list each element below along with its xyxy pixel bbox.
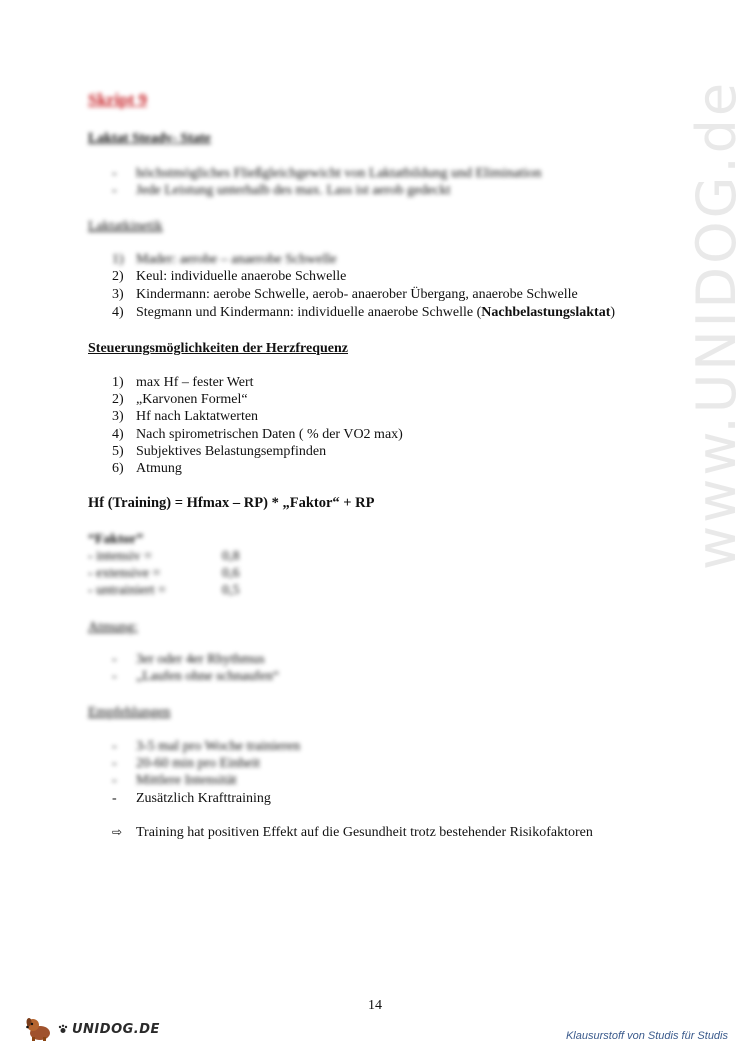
list-item: max Hf – fester Wert (136, 375, 254, 390)
list-item: „Laufen ohne schnaufen“ (136, 669, 280, 684)
list-number: 4) (112, 305, 124, 320)
arrow-right-icon: ⇨ (112, 825, 123, 839)
list-item: Mittlere Intensität (136, 773, 237, 788)
list-dash: - (112, 773, 117, 788)
section-heading-laktat-steady-state: Laktat Steady- State (88, 131, 211, 146)
section1-list (0, 166, 750, 206)
footer-tagline: Klausurstoff von Studis für Studis (565, 1030, 728, 1042)
page-number: 14 (368, 998, 382, 1013)
list-item-after: ) (610, 305, 616, 320)
dog-icon (24, 1016, 54, 1042)
logo-text: UNIDOG.DE (72, 1021, 160, 1037)
paw-icon (58, 1024, 68, 1034)
list-item: Zusätzlich Krafttraining (136, 791, 271, 806)
atmung-list (0, 652, 750, 692)
list-dash: - (112, 791, 117, 806)
list-item-text: Stegmann und Kindermann: individuelle anaerobe Schwelle ( (136, 305, 482, 320)
section3-list (0, 375, 750, 485)
section-heading-atmung: Atmung: (88, 620, 138, 635)
list-item: Keul: individuelle anaerobe Schwelle (136, 269, 347, 284)
list-dash: - (112, 166, 117, 181)
faktor-label: - extensive = (88, 566, 161, 581)
list-item (136, 305, 615, 321)
list-item: Jede Leistung unterhalb des max. Lass ist aerob gedeckt (136, 183, 451, 198)
list-number: 2) (112, 269, 124, 284)
list-item: „Karvonen Formel“ (136, 392, 248, 407)
section-heading-laktatkinetik: Laktatkinetik (88, 219, 163, 234)
faktor-label: - intensiv = (88, 549, 152, 564)
faktor-value: 0,8 (222, 549, 240, 564)
faktor-value: 0,5 (222, 583, 240, 598)
list-item: Mader: aerobe – anaerobe Schwelle (136, 252, 337, 267)
list-item: Hf nach Laktatwerten (136, 409, 259, 424)
list-dash: - (112, 669, 117, 684)
list-item: Atmung (136, 461, 182, 476)
empfehlungen-list (0, 739, 750, 814)
faktor-block (0, 532, 750, 602)
list-item: Kindermann: aerobe Schwelle, aerob- anaerober Übergang, anaerobe Schwelle (136, 287, 578, 302)
list-item: Subjektives Belastungsempfinden (136, 444, 327, 459)
list-item: Nach spirometrischen Daten ( % der VO2 max) (136, 427, 403, 442)
list-number: 3) (112, 287, 124, 302)
list-dash: - (112, 739, 117, 754)
formula: Hf (Training) = Hfmax – RP) * „Faktor“ + RP (88, 495, 375, 511)
section-heading-empfehlungen: Empfehlungen (88, 705, 171, 720)
document-title: Skript 9 (88, 90, 148, 109)
unidog-logo (24, 1016, 160, 1042)
list-number: 3) (112, 409, 124, 424)
faktor-heading: “Faktor” (88, 532, 144, 547)
list-number: 1) (112, 252, 124, 267)
list-number: 4) (112, 427, 124, 442)
list-dash: - (112, 652, 117, 667)
faktor-label: - untrainiert = (88, 583, 166, 598)
list-item: höchstmögliches Fließgleichgewicht von Laktatbildung und Elimination (136, 166, 542, 181)
watermark-text: www.UNIDOG.de (685, 79, 748, 570)
faktor-value: 0,6 (222, 566, 240, 581)
list-dash: - (112, 756, 117, 771)
section-heading-steuerung: Steuerungsmöglichkeiten der Herzfrequenz (88, 341, 349, 356)
list-item: 3er oder 4er Rhythmus (136, 652, 265, 667)
list-item-bold: Nachbelastungslaktat (481, 305, 611, 320)
list-dash: - (112, 183, 117, 198)
list-number: 2) (112, 392, 124, 407)
list-item: 3-5 mal pro Woche trainieren (136, 739, 301, 754)
list-item: 20-60 min pro Einheit (136, 756, 261, 771)
section2-list (0, 252, 750, 332)
conclusion: Training hat positiven Effekt auf die Gesundheit trotz bestehender Risikofaktoren (136, 825, 593, 840)
list-number: 1) (112, 375, 124, 390)
list-number: 6) (112, 461, 124, 476)
list-number: 5) (112, 444, 124, 459)
